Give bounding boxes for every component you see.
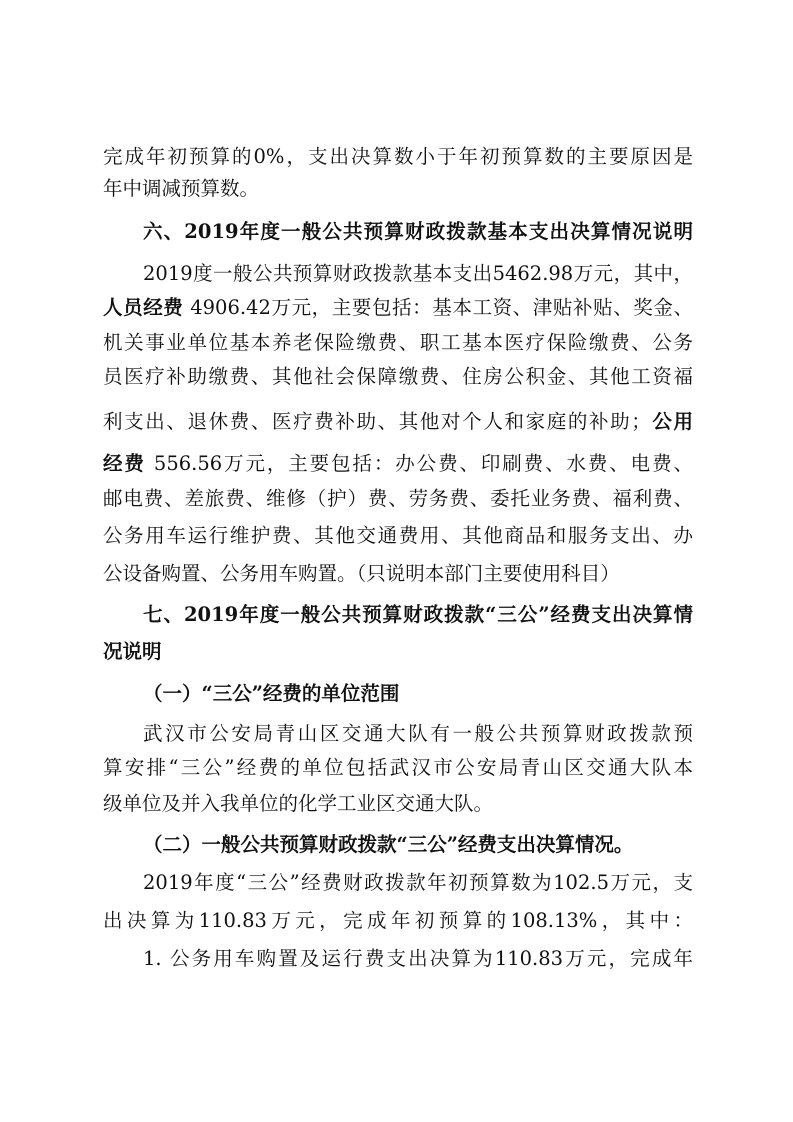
section-heading-cont: 况说明	[103, 640, 162, 663]
body-line: 公设备购置、公务用车购置。（只说明本部门主要使用科目）	[103, 562, 620, 585]
bold-term: 公用	[650, 410, 693, 433]
subsection-heading: （二）一般公共预算财政拨款“三公”经费支出决算情况。	[143, 833, 634, 856]
bold-term: 人员经费	[103, 296, 184, 319]
body-line: 利支出、退休费、医疗费补助、其他对个人和家庭的补助；公用	[103, 410, 693, 433]
bold-term: 经费	[103, 452, 146, 475]
body-line: 年中调减预算数。	[103, 177, 260, 200]
section-heading: 七、2019年度一般公共预算财政拨款“三公”经费支出决算情	[143, 603, 693, 626]
body-line: 邮电费、差旅费、维修（护）费、劳务费、委托业务费、福利费、	[103, 487, 693, 510]
body-line: 武汉市公安局青山区交通大队有一般公共预算财政拨款预	[143, 722, 693, 745]
body-line: 员医疗补助缴费、其他社会保障缴费、住房公积金、其他工资福	[103, 365, 693, 388]
body-line: 公务用车运行维护费、其他交通费用、其他商品和服务支出、办	[103, 524, 693, 547]
body-line: 2019度一般公共预算财政拨款基本支出5462.98万元，其中，	[143, 262, 693, 285]
body-line: 1. 公务用车购置及运行费支出决算为110.83万元，完成年	[143, 947, 693, 970]
body-line: 经费 556.56万元，主要包括：办公费、印刷费、水费、电费、	[103, 452, 693, 475]
body-line: 完成年初预算的0%，支出决算数小于年初预算数的主要原因是	[103, 145, 693, 168]
body-line: 2019年度“三公”经费财政拨款年初预算数为102.5万元，支	[143, 871, 693, 894]
body-line: 人员经费 4906.42万元，主要包括：基本工资、津贴补贴、奖金、	[103, 296, 693, 319]
section-heading: 六、2019年度一般公共预算财政拨款基本支出决算情况说明	[143, 220, 693, 243]
body-line: 机关事业单位基本养老保险缴费、职工基本医疗保险缴费、公务	[103, 331, 693, 354]
subsection-heading: （一）“三公”经费的单位范围	[143, 682, 400, 705]
body-line: 出决算为110.83万元，完成年初预算的108.13%，其中：	[103, 909, 693, 932]
body-line: 级单位及并入我单位的化学工业区交通大队。	[103, 792, 494, 815]
body-line: 算安排“三公”经费的单位包括武汉市公安局青山区交通大队本	[103, 756, 693, 779]
